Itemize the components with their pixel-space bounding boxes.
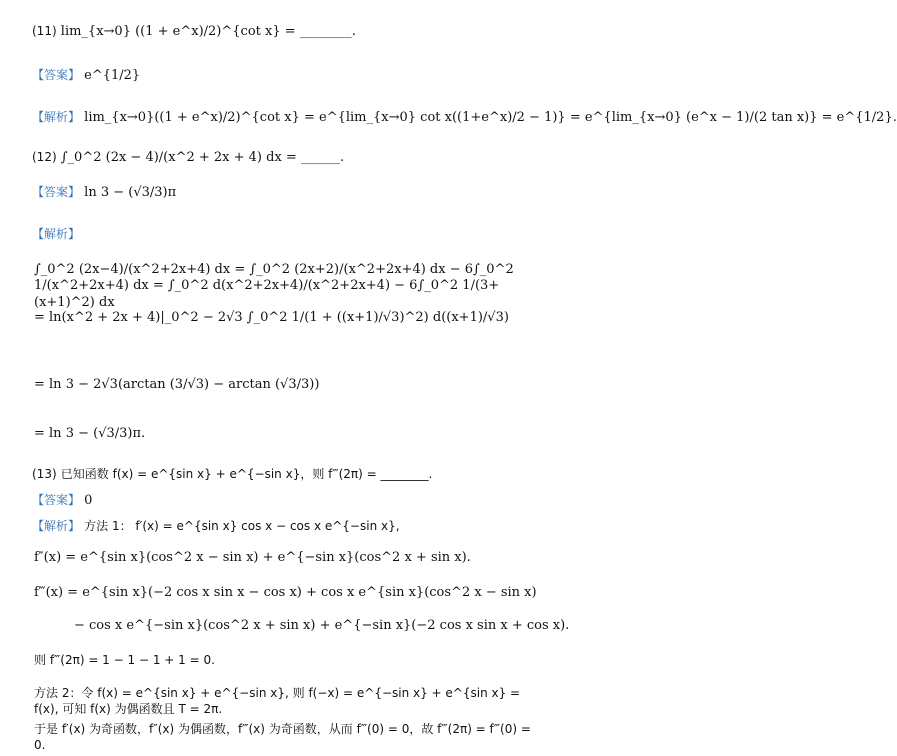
problem-11-text: lim_{x→0} ((1 + e^x)/2)^{cot x} = ________. [60, 24, 356, 39]
analysis-text-11: lim_{x→0}((1 + e^x)/2)^{cot x} = e^{lim_{x→0} cot x((1+e^x)/2 − 1)} = e^{lim_{x→0} (e^x − 1)/(2 tan x)} = e^{1/2}. [84, 110, 897, 125]
analysis-step-12-3: = ln 3 − 2√3(arctan (3/√3) − arctan (√3/3)) [34, 377, 320, 392]
method2-step-1: 方法 2：令 f(x) = e^{sin x} + e^{−sin x}, 则 f(−x) = e^{−sin x} + e^{sin x} = f(x), 可知 f(x) 为偶函数且 T = 2π. [34, 686, 521, 716]
answer-label-12: 【答案】 [32, 185, 81, 199]
problem-11-question [32, 24, 532, 40]
problem-13-answer [32, 493, 92, 509]
analysis-label-12: 【解析】 [32, 227, 81, 241]
method1-step-2: f″(x) = e^{sin x}(cos^2 x − sin x) + e^{−sin x}(cos^2 x + sin x). [34, 550, 471, 565]
analysis-step-12-4: = ln 3 − (√3/3)π. [34, 426, 146, 441]
answer-label-13: 【答案】 [32, 493, 81, 507]
problem-13-number: (13) [32, 467, 57, 481]
problem-13-analysis [32, 519, 400, 535]
analysis-label-11: 【解析】 [32, 110, 81, 124]
problem-11-number: (11) [32, 24, 57, 38]
analysis-label-12-line [32, 227, 80, 243]
method1-step-3: f‴(x) = e^{sin x}(−2 cos x sin x − cos x) + cos x e^{sin x}(cos^2 x − sin x) [34, 585, 537, 600]
method2-step-2: 于是 f′(x) 为奇函数，f″(x) 为偶函数，f‴(x) 为奇函数，从而 f‴(0) = 0，故 f‴(2π) = f‴(0) = 0. [34, 722, 531, 752]
analysis-label-13: 【解析】 [32, 519, 81, 533]
analysis-step-12-2: = ln(x^2 + 2x + 4)|_0^2 − 2√3 ∫_0^2 1/(1 + ((x+1)/√3)^2) d((x+1)/√3) [34, 310, 509, 325]
method1-step-5: 则 f‴(2π) = 1 − 1 − 1 + 1 = 0. [34, 653, 215, 667]
method1-step-1: 方法 1： f′(x) = e^{sin x} cos x − cos x e^{−sin x}, [84, 519, 400, 533]
answer-value-12: ln 3 − (√3/3)π [84, 185, 177, 200]
analysis-step-12-1: ∫_0^2 (2x−4)/(x^2+2x+4) dx = ∫_0^2 (2x+2)/(x^2+2x+4) dx − 6∫_0^2 1/(x^2+2x+4) dx = ∫_0^2 d(x^2+2x+4)/(x^2+2x+4) − 6∫_0^2 1/(3+(x+1)^2) dx [34, 262, 514, 310]
problem-13-text: 已知函数 f(x) = e^{sin x} + e^{−sin x}，则 f‴(2π) = ________. [60, 467, 433, 481]
problem-12-number: (12) [32, 150, 57, 164]
problem-13-question [32, 467, 432, 483]
problem-11-analysis [32, 110, 897, 126]
answer-label-11: 【答案】 [32, 68, 81, 82]
problem-12-question [32, 150, 344, 166]
answer-value-11: e^{1/2} [84, 68, 141, 83]
problem-12-text: ∫_0^2 (2x − 4)/(x^2 + 2x + 4) dx = ______. [60, 150, 345, 165]
problem-11-answer [32, 68, 140, 84]
answer-value-13: 0 [84, 493, 93, 508]
problem-12-answer [32, 185, 176, 201]
method1-step-4: − cos x e^{−sin x}(cos^2 x + sin x) + e^{−sin x}(−2 cos x sin x + cos x). [74, 618, 570, 633]
